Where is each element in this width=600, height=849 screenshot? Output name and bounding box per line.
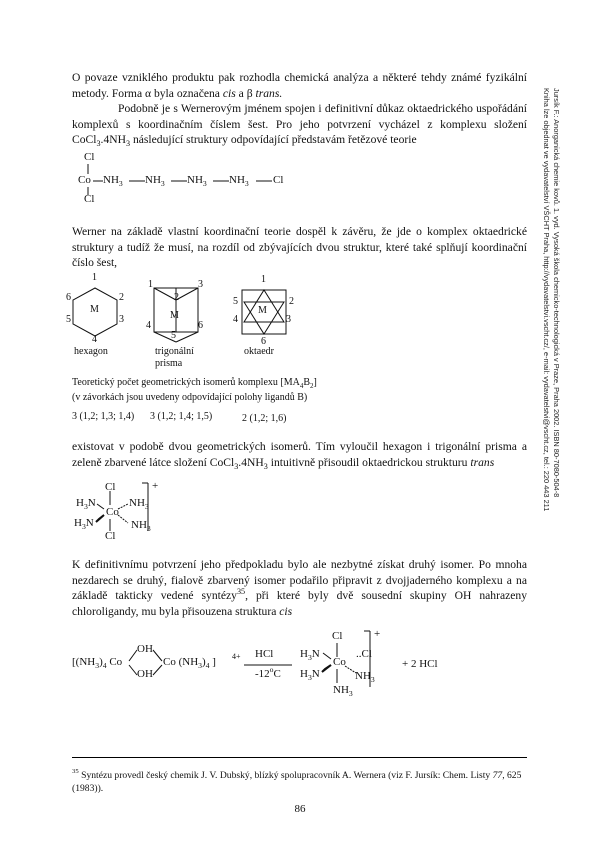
- reactant-right: Co $(NH_3)_4$ ]: [163, 656, 216, 670]
- side-citation: [541, 88, 561, 511]
- hexagon-num-5: 5: [66, 314, 71, 325]
- product-h3n-bottom: $H_3N$: [300, 668, 320, 682]
- hexagon-num-2: 2: [119, 292, 124, 303]
- isomer-caption: Teoretický počet geometrických isomerů komplexu $[MA_4B_2]$: [72, 377, 317, 390]
- trans-co: Co: [106, 506, 119, 518]
- octahedron-num-3: 3: [286, 314, 291, 325]
- chain-cl-bottom: Cl: [84, 193, 95, 205]
- prism-shape: [150, 284, 220, 354]
- prism-num-4: 4: [146, 320, 151, 331]
- product-nh3-bottom: $NH_3$: [333, 684, 353, 698]
- paragraph-1: O povaze vzniklého produktu pak rozhodla chemická analýza a některé tehdy známé fyzikální metody. Forma α byla označena cis a β trans.: [72, 71, 527, 100]
- byproduct: + 2 HCl: [402, 658, 438, 670]
- trans-h3n-top: $H_3N$: [76, 497, 96, 511]
- reactant-charge: 4+: [232, 652, 241, 661]
- trans-nh3-bottom: $NH_3$: [131, 519, 151, 533]
- trans-cl-bottom: Cl: [105, 530, 116, 542]
- isomer-count-prism: 3 (1,2; 1,4; 1,5): [150, 411, 213, 422]
- isomer-caption-note: (v závorkách jsou uvedeny odpovídající polohy ligandů B): [72, 392, 308, 403]
- product-cl-top: Cl: [332, 630, 343, 642]
- side-citation-line2: Kniha lze objednat ve vydavatelství VŠCHT Praha, http://vydavatelstvi.vscht.cz/, e-mail: vydavatelstvi@vscht.cz, tel.: 220 443 211: [542, 88, 551, 512]
- hexagon-m: M: [90, 304, 99, 315]
- isomer-count-octahedron: 2 (1,2; 1,6): [242, 413, 287, 424]
- reaction-bonds: [0, 625, 420, 705]
- reaction-temperature: -12$^o$C: [255, 665, 281, 680]
- octahedron-num-6: 6: [261, 336, 266, 347]
- product-co: Co: [333, 656, 346, 668]
- product-cl-right: ..Cl: [356, 648, 372, 660]
- paragraph-2: Podobně je s Wernerovým jménem spojen i definitivní důkaz oktaedrického uspořádání komplexů s koordinačním číslem šest. Pro jeho potvrzení vycházel z komplexu složení $CoCl_3.4NH_3$ následující struktury odpovídající představám řetězové teorie: [72, 102, 527, 149]
- chain-cl-top: Cl: [84, 151, 95, 163]
- chain-cl-end: Cl: [273, 174, 284, 186]
- trans-nh3-top: $NH_3$: [129, 497, 149, 511]
- reactant-left: [$(NH_3)_4$ Co: [72, 656, 123, 670]
- octahedron-m: M: [258, 305, 267, 316]
- hexagon-num-4: 4: [92, 334, 97, 345]
- paragraph-4: existovat v podobě dvou geometrických isomerů. Tím vyloučil hexagon i trigonální prisma a zeleně zbarvené látce složení $CoCl_3.4NH_3$ intuitivně přisoudil oktaedrickou strukturu trans: [72, 440, 527, 471]
- footnote: $^{35}$ Syntézu provedl český chemik J. V. Dubský, blízký spolupracovník A. Wernera (viz F. Jursík: Chem. Listy 77, 625 (1983)).: [72, 768, 522, 794]
- chain-bonds: [0, 150, 300, 210]
- page-number: 86: [294, 803, 306, 815]
- octahedron-num-1: 1: [261, 274, 266, 285]
- prism-label-1: trigonální: [155, 346, 194, 357]
- prism-num-6: 6: [198, 320, 203, 331]
- octahedron-num-5: 5: [233, 296, 238, 307]
- chain-co: Co: [78, 174, 91, 186]
- side-citation-line1: Jursík F.: Anorganická chemie kovů. 1. vyd. Vysoká škola chemicko-technologická v Praze, Praha 2002. ISBN 80-7080-504-8: [552, 88, 561, 498]
- isomer-count-hexagon: 3 (1,2; 1,3; 1,4): [72, 411, 135, 422]
- prism-num-2: 2: [174, 292, 179, 303]
- hexagon-num-1: 1: [92, 272, 97, 283]
- chain-nh-4: $NH_3$: [229, 174, 249, 188]
- octahedron-num-4: 4: [233, 314, 238, 325]
- prism-label-2: prisma: [155, 358, 183, 369]
- prism-num-1: 1: [148, 279, 153, 290]
- hexagon-label: hexagon: [74, 346, 108, 357]
- octahedron-num-2: 2: [289, 296, 294, 307]
- product-charge: +: [374, 628, 381, 640]
- reaction-reagent: HCl: [255, 648, 274, 660]
- hexagon-num-6: 6: [66, 292, 71, 303]
- reactant-oh-top: OH: [137, 643, 153, 655]
- chain-nh-2: $NH_3$: [145, 174, 165, 188]
- trans-bonds: [0, 475, 200, 555]
- product-nh3-right: $NH_3$: [355, 670, 375, 684]
- prism-num-3: 3: [198, 279, 203, 290]
- product-h3n-top: $H_3N$: [300, 648, 320, 662]
- reactant-oh-bottom: OH: [137, 668, 153, 680]
- octahedron-label: oktaedr: [244, 346, 274, 357]
- trans-charge: +: [152, 480, 159, 492]
- paragraph-5: K definitivnímu potvrzení jeho předpokladu bylo ale nezbytné získat druhý isomer. Po mnoha nezdarech se druhý, fialově zbarvený isomer podařilo připravit z dvojjaderného komplexu a na základě takticky vedené syntézy$^{35}$, při které byly dvě sousední skupiny OH nahrazeny chloroligandy, mu byla přisouzena struktura cis: [72, 558, 527, 618]
- hexagon-num-3: 3: [119, 314, 124, 325]
- prism-m: M: [170, 310, 179, 321]
- chain-nh-1: $NH_3$: [103, 174, 123, 188]
- trans-cl-top: Cl: [105, 481, 116, 493]
- chain-nh-3: $NH_3$: [187, 174, 207, 188]
- paragraph-3: Werner na základě vlastní koordinační teorie dospěl k závěru, že jde o komplex oktaedrické struktury a tudíž že musí, na rozdíl od zbývajících dvou struktur, které také splňují koordinační číslo šest,: [72, 225, 527, 270]
- trans-h3n-bottom: $H_3N$: [74, 517, 94, 531]
- prism-num-5: 5: [171, 330, 176, 341]
- footnote-separator: [72, 757, 527, 758]
